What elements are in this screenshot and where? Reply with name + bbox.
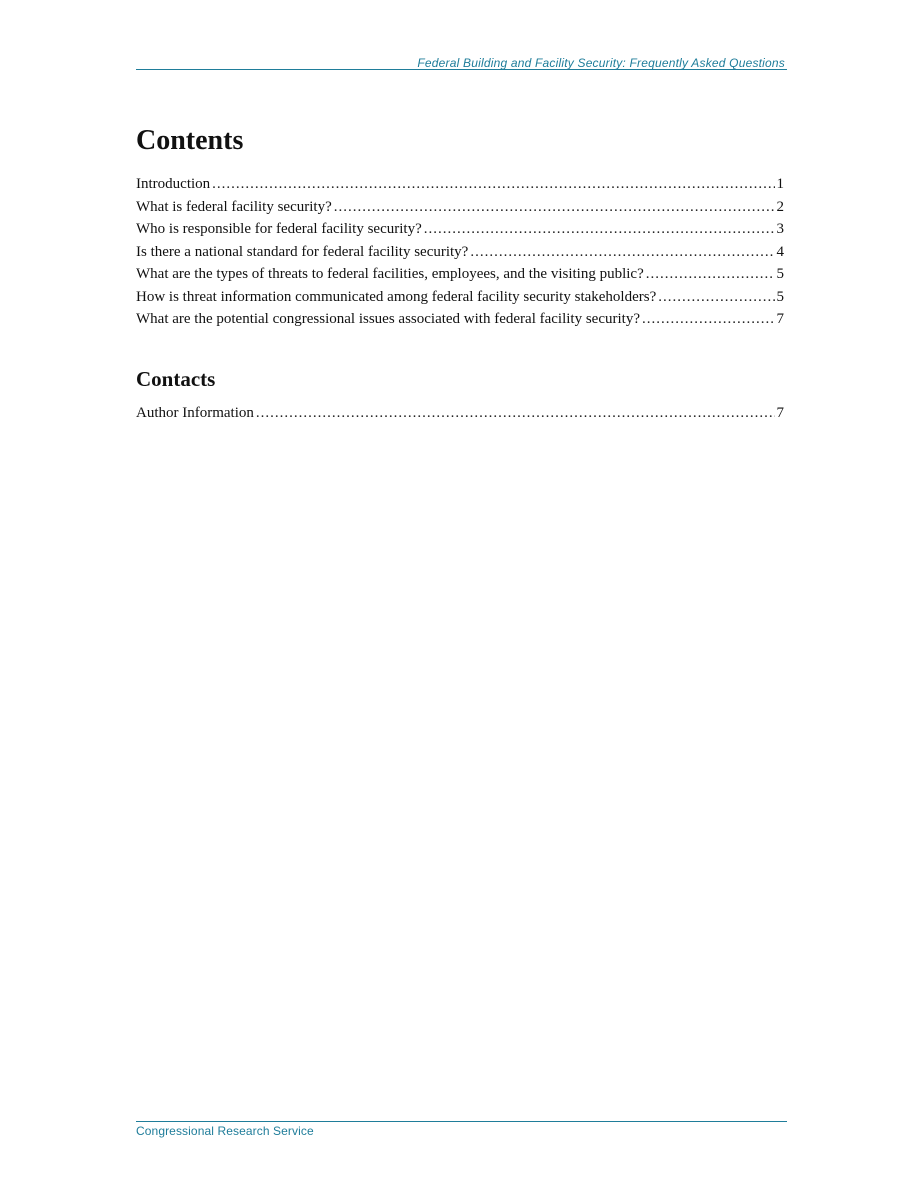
toc-entry-threat-information[interactable] bbox=[136, 287, 784, 310]
toc-entry-page: 2 bbox=[776, 198, 784, 215]
toc-entry-who-is-responsible[interactable] bbox=[136, 219, 784, 242]
footer-organization: Congressional Research Service bbox=[136, 1124, 314, 1138]
toc-entry-what-is-federal-facility-security[interactable] bbox=[136, 197, 784, 220]
toc-entry-page: 3 bbox=[776, 221, 784, 237]
dot-leader bbox=[470, 242, 774, 262]
dot-leader bbox=[646, 264, 775, 284]
contacts-list bbox=[136, 403, 784, 426]
running-header-title: Federal Building and Facility Security: Frequently Asked Questions bbox=[417, 56, 785, 70]
dot-leader bbox=[212, 174, 774, 194]
table-of-contents bbox=[136, 174, 784, 332]
dot-leader bbox=[658, 287, 774, 307]
toc-entry-label: Author Information bbox=[136, 405, 254, 421]
toc-entry-national-standard[interactable] bbox=[136, 242, 784, 265]
toc-entry-label: What is federal facility security? bbox=[136, 198, 332, 215]
contacts-heading: Contacts bbox=[136, 367, 216, 391]
toc-entry-page: 5 bbox=[776, 266, 784, 282]
running-footer bbox=[136, 1121, 787, 1140]
toc-entry-author-information[interactable] bbox=[136, 403, 784, 426]
dot-leader bbox=[256, 403, 775, 423]
toc-entry-label: Is there a national standard for federal facility security? bbox=[136, 243, 469, 260]
toc-entry-congressional-issues[interactable] bbox=[136, 309, 784, 332]
toc-entry-page: 7 bbox=[776, 405, 784, 421]
toc-entry-types-of-threats[interactable] bbox=[136, 264, 784, 287]
toc-entry-page: 7 bbox=[776, 311, 784, 327]
toc-entry-page: 5 bbox=[776, 288, 784, 305]
toc-entry-label: How is threat information communicated among federal facility security stakeholders? bbox=[136, 288, 657, 305]
dot-leader bbox=[424, 219, 775, 239]
toc-entry-introduction[interactable] bbox=[136, 174, 784, 197]
toc-entry-page: 4 bbox=[776, 243, 784, 260]
dot-leader bbox=[334, 197, 775, 217]
toc-entry-label: Introduction bbox=[136, 176, 211, 192]
running-header bbox=[136, 54, 787, 70]
toc-entry-label: What are the potential congressional issues associated with federal facility security? bbox=[136, 311, 640, 327]
toc-entry-page: 1 bbox=[776, 176, 784, 192]
toc-entry-label: What are the types of threats to federal facilities, employees, and the visiting public? bbox=[136, 266, 644, 282]
dot-leader bbox=[642, 309, 775, 329]
toc-entry-label: Who is responsible for federal facility security? bbox=[136, 221, 422, 237]
contents-heading: Contents bbox=[136, 125, 244, 156]
